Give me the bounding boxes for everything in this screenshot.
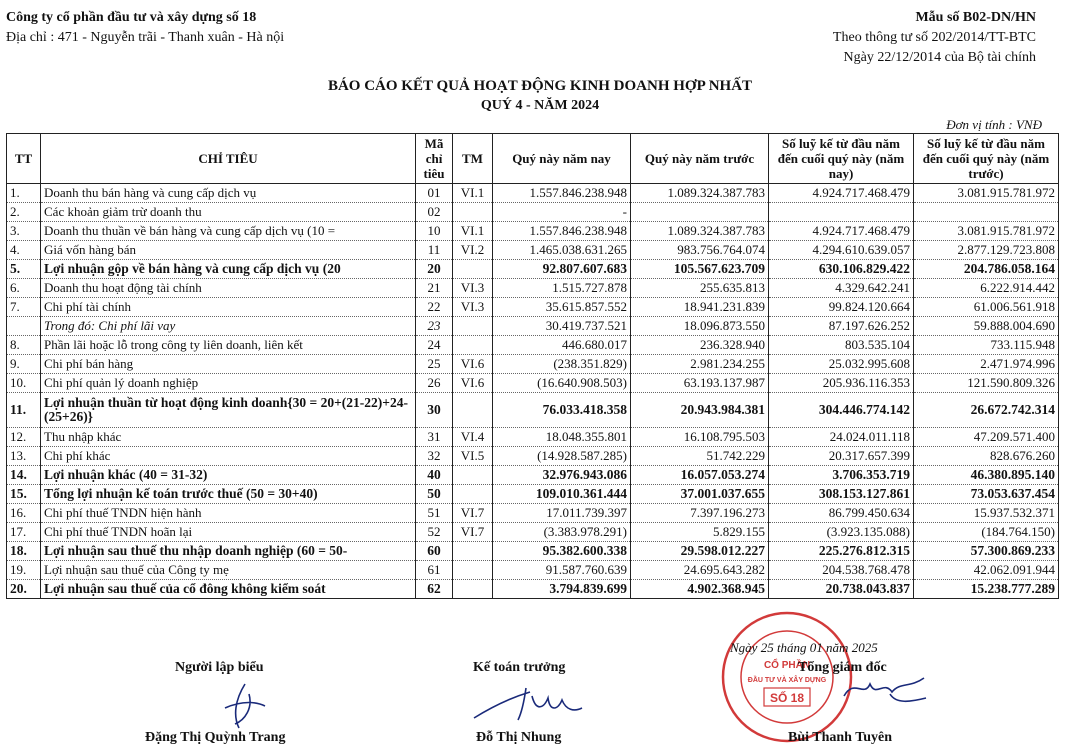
cell-q-prev: 18.096.873.550 <box>631 317 769 336</box>
table-row <box>7 523 1059 542</box>
table-row <box>7 355 1059 374</box>
cell-label: Thu nhập khác <box>41 428 416 447</box>
cell-ytd-prev: 6.222.914.442 <box>914 279 1059 298</box>
cell-q-this: - <box>493 203 631 222</box>
cell-ytd-prev: 57.300.869.233 <box>914 542 1059 561</box>
cell-code: 31 <box>416 428 453 447</box>
cell-tm <box>453 393 493 428</box>
cell-tm: VI.7 <box>453 523 493 542</box>
cell-tt: 4. <box>7 241 41 260</box>
cell-tt: 12. <box>7 428 41 447</box>
cell-tt: 13. <box>7 447 41 466</box>
col-header-q-this: Quý này năm nay <box>493 134 631 184</box>
table-row <box>7 336 1059 355</box>
cell-ytd-this: 20.317.657.399 <box>769 447 914 466</box>
cell-code: 62 <box>416 580 453 599</box>
accountant-signature-icon <box>470 678 590 728</box>
cell-ytd-prev: 59.888.004.690 <box>914 317 1059 336</box>
cell-ytd-this: 24.024.011.118 <box>769 428 914 447</box>
table-row <box>7 260 1059 279</box>
company-header <box>6 8 284 48</box>
cell-q-this: (3.383.978.291) <box>493 523 631 542</box>
cell-label: Chi phí bán hàng <box>41 355 416 374</box>
table-row <box>7 317 1059 336</box>
cell-q-this: 17.011.739.397 <box>493 504 631 523</box>
chief-accountant-title: Kế toán trưởng <box>473 660 566 675</box>
cell-ytd-prev: 73.053.637.454 <box>914 485 1059 504</box>
cell-ytd-this: 4.294.610.639.057 <box>769 241 914 260</box>
cell-tt: 7. <box>7 298 41 317</box>
cell-q-prev: 20.943.984.381 <box>631 393 769 428</box>
cell-q-this: 1.465.038.631.265 <box>493 241 631 260</box>
cell-label: Phần lãi hoặc lỗ trong công ty liên doanh, liên kết <box>41 336 416 355</box>
cell-label: Trong đó: Chi phí lãi vay <box>41 317 416 336</box>
cell-ytd-this: 87.197.626.252 <box>769 317 914 336</box>
col-header-item: CHỈ TIÊU <box>41 134 416 184</box>
form-number: Mẫu số B02-DN/HN <box>915 10 1036 25</box>
cell-q-prev: 255.635.813 <box>631 279 769 298</box>
cell-code: 60 <box>416 542 453 561</box>
cell-label: Lợi nhuận sau thuế thu nhập doanh nghiệp (60 = 50- <box>41 542 416 561</box>
table-header-row <box>7 134 1059 184</box>
cell-q-prev: 63.193.137.987 <box>631 374 769 393</box>
cell-q-prev: 1.089.324.387.783 <box>631 184 769 203</box>
cell-q-prev: 983.756.764.074 <box>631 241 769 260</box>
cell-ytd-this: 99.824.120.664 <box>769 298 914 317</box>
cell-q-prev: 5.829.155 <box>631 523 769 542</box>
currency-unit: Đơn vị tính : VNĐ <box>946 117 1042 132</box>
cell-q-prev: 29.598.012.227 <box>631 542 769 561</box>
cell-ytd-prev: 3.081.915.781.972 <box>914 184 1059 203</box>
cell-ytd-prev: 3.081.915.781.972 <box>914 222 1059 241</box>
form-header <box>833 8 1036 68</box>
cell-label: Doanh thu bán hàng và cung cấp dịch vụ <box>41 184 416 203</box>
cell-label: Lợi nhuận sau thuế của Công ty mẹ <box>41 561 416 580</box>
director-name: Bùi Thanh Tuyên <box>788 730 893 745</box>
cell-ytd-prev: 204.786.058.164 <box>914 260 1059 279</box>
cell-label: Các khoản giảm trừ doanh thu <box>41 203 416 222</box>
cell-q-this: 109.010.361.444 <box>493 485 631 504</box>
seal-text-number: SỐ 18 <box>769 691 805 705</box>
cell-label: Chi phí tài chính <box>41 298 416 317</box>
cell-tm <box>453 317 493 336</box>
cell-tt: 2. <box>7 203 41 222</box>
cell-q-prev: 4.902.368.945 <box>631 580 769 599</box>
cell-tt: 19. <box>7 561 41 580</box>
cell-ytd-this: (3.923.135.088) <box>769 523 914 542</box>
cell-q-this: 91.587.760.639 <box>493 561 631 580</box>
cell-q-this: 30.419.737.521 <box>493 317 631 336</box>
cell-code: 32 <box>416 447 453 466</box>
col-header-ytd-this: Số luỹ kế từ đầu năm đến cuối quý này (năm nay) <box>769 134 914 184</box>
cell-ytd-prev: (184.764.150) <box>914 523 1059 542</box>
cell-tm: VI.4 <box>453 428 493 447</box>
cell-q-this: (16.640.908.503) <box>493 374 631 393</box>
cell-code: 22 <box>416 298 453 317</box>
cell-label: Giá vốn hàng bán <box>41 241 416 260</box>
cell-code: 30 <box>416 393 453 428</box>
table-row <box>7 485 1059 504</box>
cell-label: Doanh thu thuần về bán hàng và cung cấp dịch vụ (10 = <box>41 222 416 241</box>
company-seal-icon <box>718 608 856 746</box>
cell-label: Tổng lợi nhuận kế toán trước thuế (50 = 30+40) <box>41 485 416 504</box>
company-address: Địa chỉ : 471 - Nguyễn trãi - Thanh xuân - Hà nội <box>6 30 285 45</box>
table-row <box>7 466 1059 485</box>
director-signature-icon <box>840 668 930 708</box>
cell-ytd-this: 4.329.642.241 <box>769 279 914 298</box>
seal-text-top: CỔ PHẦN <box>763 660 811 671</box>
table-row <box>7 447 1059 466</box>
cell-ytd-prev: 47.209.571.400 <box>914 428 1059 447</box>
cell-q-prev: 2.981.234.255 <box>631 355 769 374</box>
cell-tt: 5. <box>7 260 41 279</box>
cell-code: 21 <box>416 279 453 298</box>
cell-code: 40 <box>416 466 453 485</box>
cell-tm: VI.1 <box>453 184 493 203</box>
cell-label: Lợi nhuận gộp về bán hàng và cung cấp dịch vụ (20 <box>41 260 416 279</box>
cell-ytd-this: 20.738.043.837 <box>769 580 914 599</box>
cell-tt: 8. <box>7 336 41 355</box>
preparer-name: Đặng Thị Quỳnh Trang <box>145 730 286 745</box>
cell-tm <box>453 561 493 580</box>
cell-ytd-prev: 42.062.091.944 <box>914 561 1059 580</box>
cell-q-this: 446.680.017 <box>493 336 631 355</box>
signing-date: Ngày 25 tháng 01 năm 2025 <box>730 640 878 655</box>
table-row <box>7 241 1059 260</box>
cell-q-prev: 51.742.229 <box>631 447 769 466</box>
chief-accountant-name: Đỗ Thị Nhung <box>476 730 562 745</box>
cell-code: 50 <box>416 485 453 504</box>
cell-tm: VI.7 <box>453 504 493 523</box>
cell-ytd-this: 86.799.450.634 <box>769 504 914 523</box>
cell-ytd-prev: 733.115.948 <box>914 336 1059 355</box>
cell-q-prev: 7.397.196.273 <box>631 504 769 523</box>
cell-q-this: 32.976.943.086 <box>493 466 631 485</box>
col-header-code: Mã chỉ tiêu <box>416 134 453 184</box>
table-row <box>7 393 1059 428</box>
cell-tm: VI.5 <box>453 447 493 466</box>
cell-tt <box>7 317 41 336</box>
cell-ytd-prev: 2.471.974.996 <box>914 355 1059 374</box>
cell-tm <box>453 336 493 355</box>
cell-ytd-prev: 26.672.742.314 <box>914 393 1059 428</box>
circular-date: Ngày 22/12/2014 của Bộ tài chính <box>843 50 1036 65</box>
cell-ytd-this: 4.924.717.468.479 <box>769 222 914 241</box>
cell-code: 52 <box>416 523 453 542</box>
cell-ytd-this: 3.706.353.719 <box>769 466 914 485</box>
cell-code: 10 <box>416 222 453 241</box>
seal-text-mid: ĐẦU TƯ VÀ XÂY DỰNG <box>747 677 827 684</box>
cell-q-prev: 24.695.643.282 <box>631 561 769 580</box>
cell-code: 01 <box>416 184 453 203</box>
cell-ytd-this: 205.936.116.353 <box>769 374 914 393</box>
cell-q-prev <box>631 203 769 222</box>
circular-reference: Theo thông tư số 202/2014/TT-BTC <box>832 30 1036 45</box>
cell-tt: 1. <box>7 184 41 203</box>
cell-tt: 15. <box>7 485 41 504</box>
cell-tm <box>453 203 493 222</box>
cell-tt: 17. <box>7 523 41 542</box>
cell-code: 26 <box>416 374 453 393</box>
cell-ytd-this: 25.032.995.608 <box>769 355 914 374</box>
table-row <box>7 279 1059 298</box>
cell-q-this: 76.033.418.358 <box>493 393 631 428</box>
report-period: QUÝ 4 - NĂM 2024 <box>480 98 600 113</box>
col-header-q-prev: Quý này năm trước <box>631 134 769 184</box>
cell-code: 23 <box>416 317 453 336</box>
cell-tt: 6. <box>7 279 41 298</box>
cell-tm <box>453 466 493 485</box>
cell-ytd-prev: 46.380.895.140 <box>914 466 1059 485</box>
table-row <box>7 504 1059 523</box>
cell-ytd-this: 630.106.829.422 <box>769 260 914 279</box>
cell-tt: 9. <box>7 355 41 374</box>
cell-label: Lợi nhuận sau thuế của cổ đông không kiểm soát <box>41 580 416 599</box>
cell-tm <box>453 260 493 279</box>
cell-label: Chi phí thuế TNDN hiện hành <box>41 504 416 523</box>
cell-ytd-this: 308.153.127.861 <box>769 485 914 504</box>
table-row <box>7 374 1059 393</box>
cell-label: Chi phí quản lý doanh nghiệp <box>41 374 416 393</box>
cell-code: 51 <box>416 504 453 523</box>
cell-q-this: 3.794.839.699 <box>493 580 631 599</box>
cell-q-prev: 1.089.324.387.783 <box>631 222 769 241</box>
director-title: Tổng giám đốc <box>798 660 887 675</box>
cell-tm <box>453 485 493 504</box>
cell-q-prev: 16.057.053.274 <box>631 466 769 485</box>
cell-tt: 14. <box>7 466 41 485</box>
cell-q-this: 92.807.607.683 <box>493 260 631 279</box>
cell-q-prev: 236.328.940 <box>631 336 769 355</box>
cell-tt: 11. <box>7 393 41 428</box>
cell-label: Chi phí thuế TNDN hoãn lại <box>41 523 416 542</box>
cell-tt: 10. <box>7 374 41 393</box>
cell-tt: 3. <box>7 222 41 241</box>
col-header-ytd-prev: Số luỹ kế từ đầu năm đến cuối quý này (năm trước) <box>914 134 1059 184</box>
cell-tt: 20. <box>7 580 41 599</box>
table-row <box>7 203 1059 222</box>
cell-code: 11 <box>416 241 453 260</box>
cell-code: 02 <box>416 203 453 222</box>
cell-ytd-this: 803.535.104 <box>769 336 914 355</box>
cell-tt: 18. <box>7 542 41 561</box>
cell-label: Lợi nhuận thuần từ hoạt động kinh doanh{30 = 20+(21-22)+24-(25+26)} <box>41 393 416 428</box>
cell-ytd-prev: 15.238.777.289 <box>914 580 1059 599</box>
cell-ytd-this: 225.276.812.315 <box>769 542 914 561</box>
report-title: BÁO CÁO KẾT QUẢ HOẠT ĐỘNG KINH DOANH HỢP NHẤT <box>327 78 753 94</box>
cell-q-this: (14.928.587.285) <box>493 447 631 466</box>
cell-code: 20 <box>416 260 453 279</box>
table-row <box>7 580 1059 599</box>
cell-q-this: 1.557.846.238.948 <box>493 184 631 203</box>
cell-ytd-this: 4.924.717.468.479 <box>769 184 914 203</box>
preparer-title: Người lập biểu <box>175 660 264 675</box>
report-title-block <box>0 76 1080 116</box>
cell-ytd-prev: 2.877.129.723.808 <box>914 241 1059 260</box>
cell-q-prev: 105.567.623.709 <box>631 260 769 279</box>
table-row <box>7 184 1059 203</box>
cell-q-this: (238.351.829) <box>493 355 631 374</box>
cell-tm <box>453 542 493 561</box>
cell-q-this: 1.515.727.878 <box>493 279 631 298</box>
cell-q-this: 1.557.846.238.948 <box>493 222 631 241</box>
cell-tm: VI.1 <box>453 222 493 241</box>
company-name: Công ty cổ phần đầu tư và xây dựng số 18 <box>6 10 257 25</box>
cell-ytd-prev <box>914 203 1059 222</box>
cell-q-prev: 16.108.795.503 <box>631 428 769 447</box>
cell-q-this: 35.615.857.552 <box>493 298 631 317</box>
income-statement-table <box>6 133 1059 599</box>
cell-label: Doanh thu hoạt động tài chính <box>41 279 416 298</box>
table-row <box>7 561 1059 580</box>
cell-label: Lợi nhuận khác (40 = 31-32) <box>41 466 416 485</box>
cell-ytd-this: 204.538.768.478 <box>769 561 914 580</box>
table-row <box>7 428 1059 447</box>
cell-code: 61 <box>416 561 453 580</box>
cell-tm: VI.2 <box>453 241 493 260</box>
col-header-tt: TT <box>7 134 41 184</box>
cell-tm: VI.6 <box>453 355 493 374</box>
cell-tt: 16. <box>7 504 41 523</box>
table-row <box>7 298 1059 317</box>
cell-tm: VI.3 <box>453 279 493 298</box>
cell-ytd-prev: 121.590.809.326 <box>914 374 1059 393</box>
cell-ytd-this: 304.446.774.142 <box>769 393 914 428</box>
cell-ytd-prev: 15.937.532.371 <box>914 504 1059 523</box>
cell-ytd-this <box>769 203 914 222</box>
table-row <box>7 222 1059 241</box>
cell-q-this: 95.382.600.338 <box>493 542 631 561</box>
cell-label: Chi phí khác <box>41 447 416 466</box>
cell-ytd-prev: 61.006.561.918 <box>914 298 1059 317</box>
cell-q-prev: 18.941.231.839 <box>631 298 769 317</box>
col-header-tm: TM <box>453 134 493 184</box>
cell-q-prev: 37.001.037.655 <box>631 485 769 504</box>
cell-ytd-prev: 828.676.260 <box>914 447 1059 466</box>
cell-tm <box>453 580 493 599</box>
cell-code: 24 <box>416 336 453 355</box>
table-row <box>7 542 1059 561</box>
cell-q-this: 18.048.355.801 <box>493 428 631 447</box>
cell-tm: VI.3 <box>453 298 493 317</box>
cell-tm: VI.6 <box>453 374 493 393</box>
cell-code: 25 <box>416 355 453 374</box>
preparer-signature-icon <box>205 680 285 732</box>
